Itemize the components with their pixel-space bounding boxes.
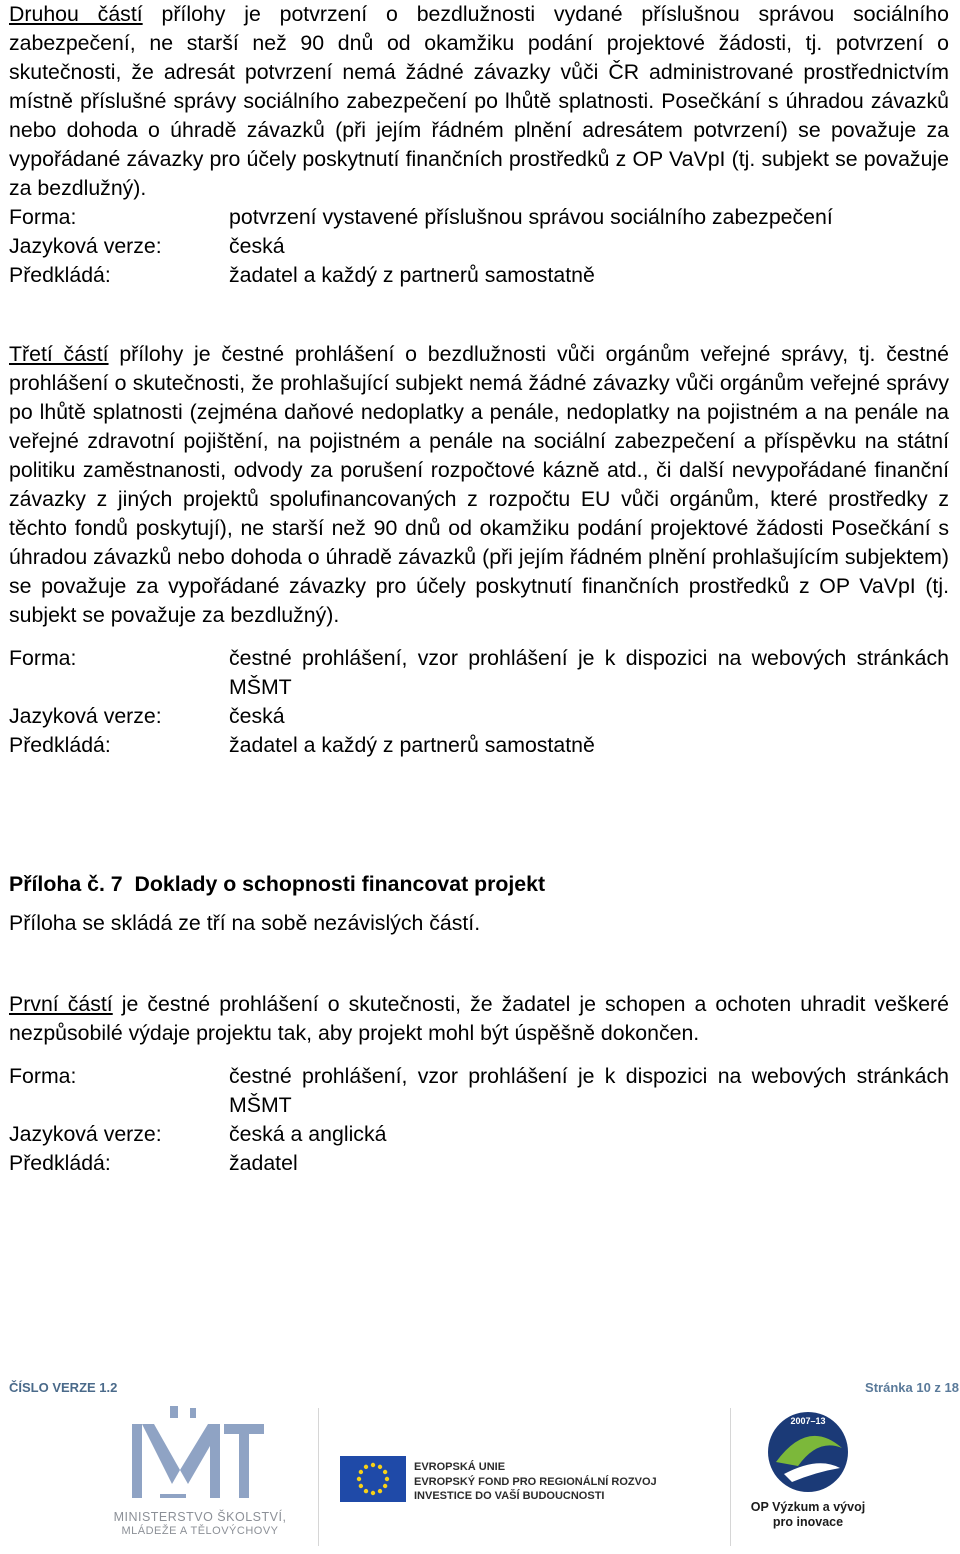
intro-paragraph	[9, 0, 949, 203]
meta3-submitter-label: Předkládá:	[9, 1151, 111, 1175]
eu-star	[364, 1489, 368, 1493]
meta2-language-value: česká	[229, 704, 285, 728]
eu-star	[383, 1470, 387, 1474]
consists-paragraph: Příloha se skládá ze tří na sobě nezávislých částí.	[9, 911, 481, 935]
third-lead: Třetí částí	[9, 342, 109, 366]
first-text: je čestné prohlášení o skutečnosti, že žadatel je schopen a ochoten uhradit veškeré nezpůsobilé výdaje projektu tak, aby projekt mohl být úspěšně dokončen.	[9, 992, 949, 1045]
eu-flag-icon	[340, 1456, 406, 1502]
meta2-submitter-label: Předkládá:	[9, 733, 111, 757]
eu-star	[378, 1489, 382, 1493]
op-years: 2007–13	[790, 1416, 826, 1426]
eu-logo	[340, 1450, 660, 1530]
meta2-forma-value: čestné prohlášení, vzor prohlášení je k dispozici na webových stránkách MŠMT	[229, 646, 949, 699]
msmt-line-1: MINISTERSTVO ŠKOLSTVÍ,	[113, 1510, 287, 1524]
eu-star	[357, 1477, 361, 1481]
msmt-emblem-icon	[100, 1406, 300, 1506]
meta3-language-label: Jazyková verze:	[9, 1122, 162, 1146]
meta1-language-value: česká	[229, 234, 285, 258]
eu-star	[385, 1477, 389, 1481]
third-text: přílohy je čestné prohlášení o bezdlužnosti vůči orgánům veřejné správy, tj. čestné prohlášení o skutečnosti, že prohlašující subjekt nemá žádné závazky vůči orgánům veřejné správy po lhůtě splatnosti (zejména daňové nedoplatky a penále, nedoplatky na pojistném a na penále na veřejné zdravotní pojištění, na pojistném a penále na sociální zabezpečení a příspěvku na státní politiku zaměstnanosti, odvody za porušení rozpočtové kázně atd., či další nevypořádané finanční závazky z jiných projektů spolufinancovaných z rozpočtu EU vůči orgánům, které prostředky z těchto fondů poskytují), ne starší než 90 dnů od okamžiku podání projektové žádosti Posečkání s úhradou závazků nebo dohoda o úhradě závazků (při jejím řádném plnění prohlašujícím subjektem) se považuje za vypořádané závazky pro účely poskytnutí finančních prostředků z OP VaVpI (tj. subjekt se považuje za bezdlužný).	[9, 342, 950, 627]
op-line-1: OP Výzkum a vývoj	[750, 1500, 866, 1514]
eu-star	[378, 1465, 382, 1469]
page-footer	[9, 1380, 959, 1396]
intro-text: přílohy je potvrzení o bezdlužnosti vydané příslušnou správou sociálního zabezpečení, ne starší než 90 dnů od okamžiku podání projektové žádosti, tj. potvrzení o skutečnosti, že adresát potvrzení nemá žádné závazky vůči ČR administrované prostřednictvím místně příslušné správy sociálního zabezpečení po lhůtě splatnosti. Posečkání s úhradou závazků nebo dohoda o úhradě závazků (při jejím řádném plnění adresátem potvrzení) se považuje za vypořádané závazky pro účely poskytnutí finančních prostředků z OP VaVpI (tj. subjekt se považuje za bezdlužný).	[9, 2, 949, 200]
meta-block-3	[9, 1062, 949, 1178]
document-page	[9, 0, 949, 1178]
meta-block-2	[9, 644, 949, 760]
meta3-forma-label: Forma:	[9, 1064, 77, 1088]
version-label: ČÍSLO VERZE 1.2	[9, 1380, 118, 1395]
op-emblem-icon	[748, 1408, 868, 1498]
meta3-forma-value: čestné prohlášení, vzor prohlášení je k dispozici na webových stránkách MŠMT	[229, 1064, 949, 1117]
meta1-forma-value: potvrzení vystavené příslušnou správou sociálního zabezpečení	[229, 205, 833, 229]
first-lead: První částí	[9, 992, 113, 1016]
msmt-line-2: MLÁDEŽE A TĚLOVÝCHOVY	[121, 1525, 279, 1537]
meta1-submitter-value: žadatel a každý z partnerů samostatně	[229, 263, 595, 287]
logo-strip	[0, 1400, 960, 1554]
eu-star	[371, 1463, 375, 1467]
first-part-paragraph	[9, 990, 949, 1048]
msmt-logo	[100, 1406, 300, 1548]
eu-star	[359, 1470, 363, 1474]
meta2-submitter-value: žadatel a každý z partnerů samostatně	[229, 733, 595, 757]
section-heading: Příloha č. 7 Doklady o schopnosti financovat projekt	[9, 872, 546, 896]
eu-star	[371, 1491, 375, 1495]
meta1-language-label: Jazyková verze:	[9, 234, 162, 258]
meta1-submitter-label: Předkládá:	[9, 263, 111, 287]
meta-block-1	[9, 203, 949, 290]
meta3-submitter-value: žadatel	[229, 1151, 298, 1175]
eu-line-2: EVROPSKÝ FOND PRO REGIONÁLNÍ ROZVOJ	[414, 1475, 657, 1488]
eu-caption	[414, 1460, 657, 1504]
meta2-language-label: Jazyková verze:	[9, 704, 162, 728]
op-caption	[748, 1500, 868, 1530]
eu-star	[359, 1484, 363, 1488]
msmt-caption	[100, 1510, 300, 1538]
eu-star	[383, 1484, 387, 1488]
logo-divider-1	[318, 1408, 319, 1546]
eu-star	[364, 1465, 368, 1469]
op-vavpi-logo	[748, 1408, 948, 1548]
meta3-language-value: česká a anglická	[229, 1122, 387, 1146]
logo-divider-2	[730, 1408, 731, 1546]
eu-line-3: INVESTICE DO VAŠÍ BUDOUCNOSTI	[414, 1490, 605, 1502]
op-line-2: pro inovace	[772, 1515, 844, 1529]
eu-line-1: EVROPSKÁ UNIE	[414, 1461, 506, 1473]
intro-lead: Druhou částí	[9, 2, 143, 26]
page-number: Stránka 10 z 18	[865, 1380, 959, 1395]
meta1-forma-label: Forma:	[9, 205, 77, 229]
meta2-forma-label: Forma:	[9, 646, 77, 670]
third-part-paragraph	[9, 340, 949, 630]
